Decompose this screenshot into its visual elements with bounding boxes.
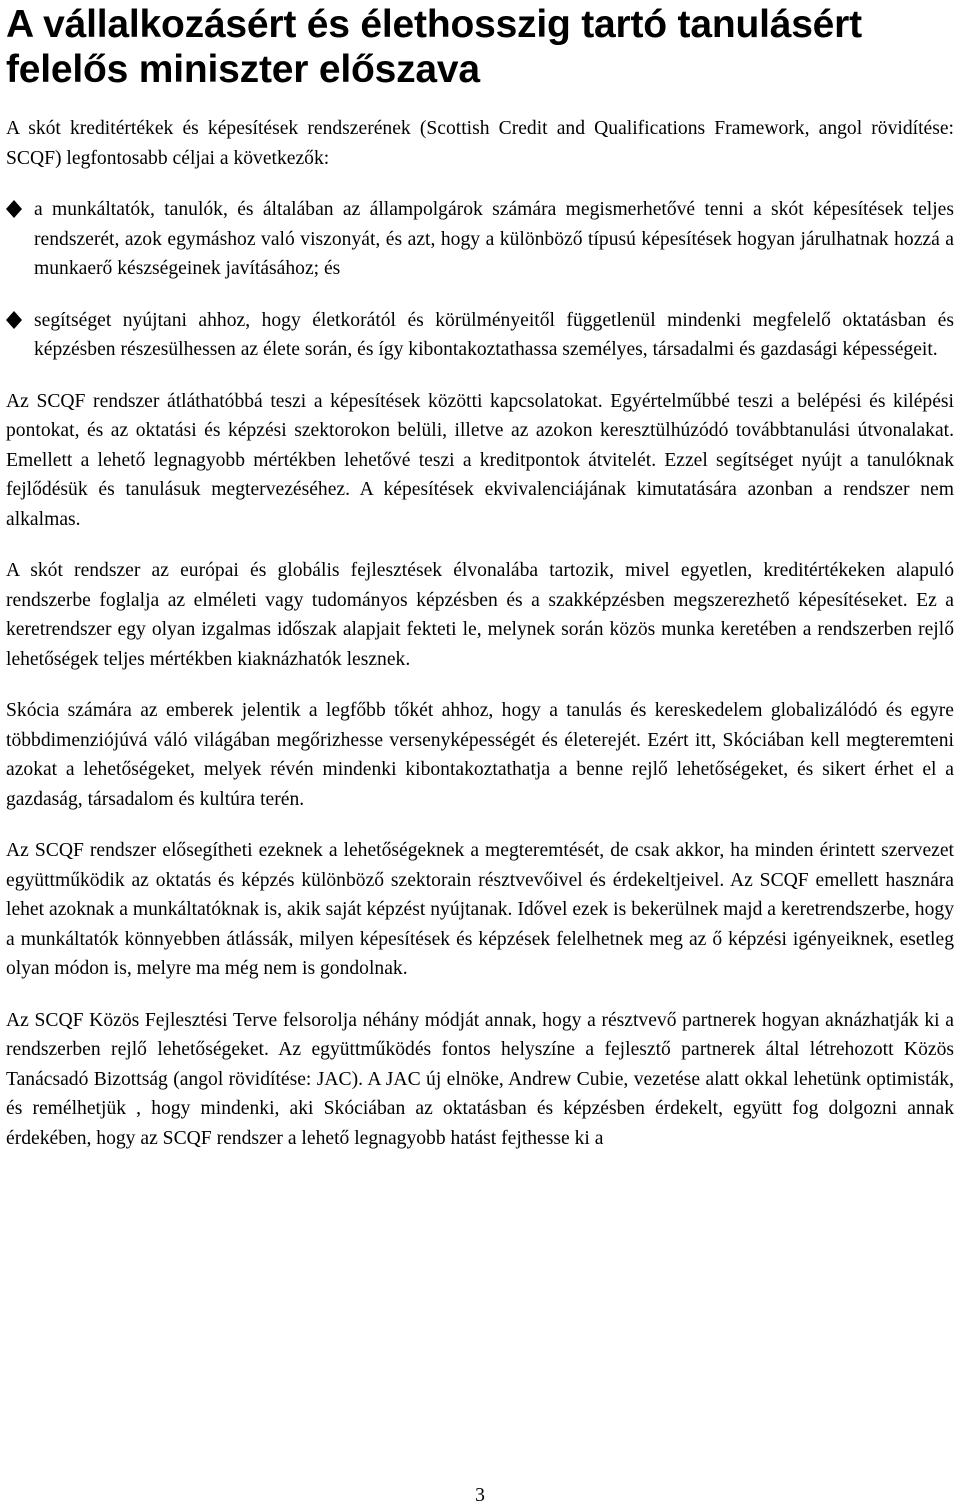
body-paragraph: Skócia számára az emberek jelentik a legfőbb tőkét ahhoz, hogy a tanulás és kereskedelem globalizálódó és egyre többdimenziójúvá váló világában megőrizhesse versenyképességét és életerejét. Ezért itt, Skóciában kell megteremteni azokat a lehetőségeket, melyek révén mindenki kibontakoztathatja a benne rejlő lehetőségeket, és sikert érhet el a gazdaság, társadalom és kultúra terén.: [6, 700, 954, 810]
body-paragraph: Az SCQF rendszer átláthatóbbá teszi a képesítések közötti kapcsolatokat. Egyértelműbbé teszi a belépési és kilépési pontokat, és az oktatási és képzési szektorokon belüli, illetve az azokon keresztülhúzódó továbbtanulási útvonalakat. Emellett a lehető legnagyobb mértékben lehetővé teszi a kreditpontok átvitelét. Ezzel segítséget nyújt a tanulóknak fejlődésük és tanulásuk megtervezéséhez. A képesítések ekvivalenciájának kimutatására azonban a rendszer nem alkalmas.: [6, 390, 954, 530]
body-paragraph: Az SCQF Közös Fejlesztési Terve felsorolja néhány módját annak, hogy a résztvevő partnerek hogyan aknázhatják ki a rendszerben rejlő lehetőségeket. Az együttműködés fontos helyszíne a fejlesztő partnerek által létrehozott Közös Tanácsadó Bizottság (angol rövidítése: JAC). A JAC új elnöke, Andrew Cubie, vezetése alatt okkal lehetünk optimisták, és remélhetjük , hogy mindenki, aki Skóciában az oktatásban és képzésben érdekelt, együtt fog dolgozni annak érdekében, hogy az SCQF rendszer a lehető legnagyobb hatást fejthesse ki a: [6, 1009, 954, 1149]
intro-paragraph: A skót kreditértékek és képesítések rendszerének (Scottish Credit and Qualifications Framework, angol rövidítése: SCQF) legfontosabb céljai a következők:: [6, 118, 954, 169]
list-item-text: a munkáltatók, tanulók, és általában az állampolgárok számára megismerhetővé tenni a skót képesítések teljes rendszerét, azok egymáshoz való viszonyát, és azt, hogy a különböző típusú képesítések hogyan járulhatnak hozzá a munkaerő készségeinek javításához; és: [34, 199, 954, 279]
goals-list: [6, 195, 954, 365]
page-title: A vállalkozásért és élethosszig tartó tanulásért felelős miniszter előszava: [6, 3, 862, 91]
list-item: [6, 306, 954, 365]
diamond-bullet-icon: [6, 311, 22, 329]
list-item-text: segítséget nyújtani ahhoz, hogy életkorától és körülményeitől függetlenül mindenki megfelelő oktatásban és képzésben részesülhessen az élete során, és így kibontakoztathassa személyes, társadalmi és gazdasági képességeit.: [34, 309, 954, 360]
body-paragraph: Az SCQF rendszer elősegítheti ezeknek a lehetőségeknek a megteremtését, de csak akkor, ha minden érintett szervezet együttműködik az oktatás és képzés különböző szektorain résztvevőivel és érdekeltjeivel. Az SCQF emellett hasznára lehet azoknak a munkáltatóknak is, akik saját képzést nyújtanak. Idővel ezek is bekerülnek majd a keretrendszerbe, hogy a munkáltatók könnyebben átlássák, milyen képesítések és képzések felelhetnek meg az ő képzési igényeiknek, esetleg olyan módon is, melyre ma még nem is gondolnak.: [6, 840, 954, 979]
document-page: [6, 0, 954, 1153]
page-number: 3: [475, 1485, 485, 1506]
diamond-bullet-icon: [6, 200, 22, 218]
body-paragraph: A skót rendszer az európai és globális fejlesztések élvonalába tartozik, mivel egyetlen, kreditértékeken alapuló rendszerbe foglalja az elméleti vagy tudományos képzésben és a szakképzésben megszerezhető képesítéseket. Ez a keretrendszer egy olyan izgalmas időszak alapjait fekteti le, melynek során közös munka keretében a rendszerben rejlő lehetőségek teljes mértékben kiaknázhatók lesznek.: [6, 560, 954, 670]
list-item: [6, 195, 954, 284]
